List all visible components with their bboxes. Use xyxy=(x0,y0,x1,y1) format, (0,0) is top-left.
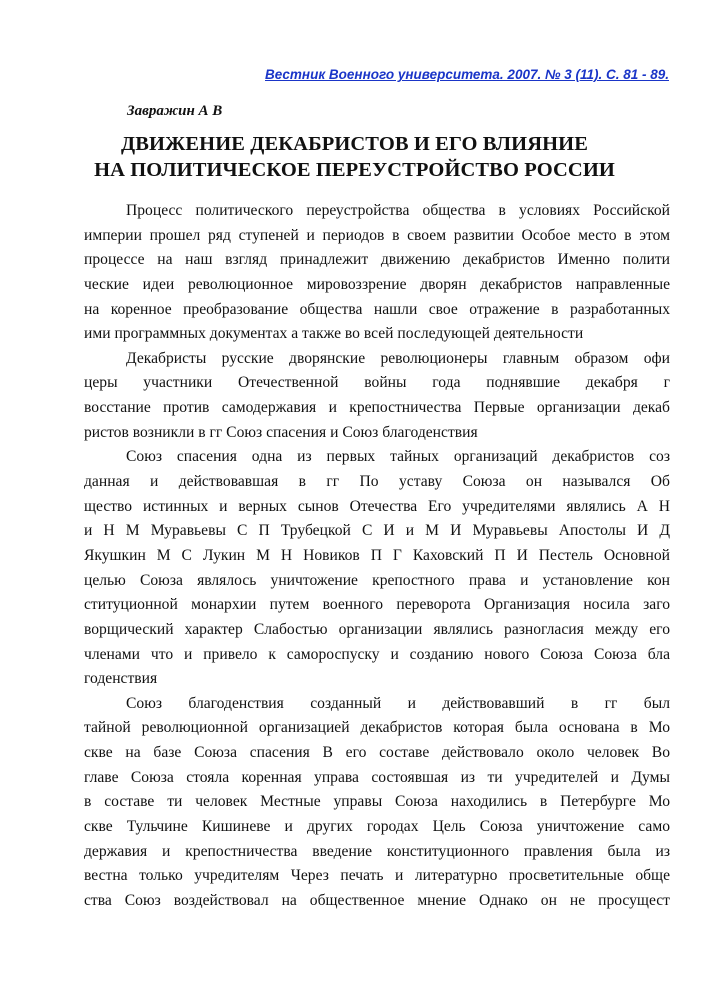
body-line: восстание против самодержавия и крепостничества Первые организации декаб xyxy=(84,399,670,417)
title-line-2: НА ПОЛИТИЧЕСКОЕ ПЕРЕУСТРОЙСТВО РОССИИ xyxy=(94,159,615,181)
body-line: Декабристы русские дворянские революционеры главным образом офи xyxy=(126,349,670,367)
body-line: данная и действовавшая в гг По уставу Союза он назывался Об xyxy=(84,473,670,491)
body-line: щество истинных и верных сынов Отечества Его учредителями являлись А Н xyxy=(84,497,670,515)
body-line: Процесс политического переустройства общества в условиях Российской xyxy=(126,202,670,219)
article-body xyxy=(84,199,670,914)
body-line: Союз благоденствия созданный и действовавший в гг был xyxy=(126,694,670,712)
body-line: в составе ти человек Местные управы Союза находились в Петербурге Мо xyxy=(84,793,670,811)
body-line: ства Союз воздействовал на общественное мнение Однако он не просущест xyxy=(84,891,670,909)
body-line: скве Тульчине Кишиневе и других городах Цель Союза уничтожение само xyxy=(84,818,670,836)
body-line: ворщический характер Слабостью организации являлись разногласия между его xyxy=(84,620,670,638)
title-line-1: ДВИЖЕНИЕ ДЕКАБРИСТОВ И ЕГО ВЛИЯНИЕ xyxy=(120,133,588,155)
body-line: державия и крепостничества введение конституционного правления была из xyxy=(84,842,670,860)
body-line: Союз спасения одна из первых тайных организаций декабристов соз xyxy=(126,448,670,466)
body-line: на коренное преобразование общества нашли свое отражение в разработанных xyxy=(84,300,670,318)
author-name: Завражин А В xyxy=(127,103,223,119)
body-line: империи прошел ряд ступеней и периодов в своем развитии Особое место в этом xyxy=(84,226,670,244)
body-line: ристов возникли в гг Союз спасения и Союз благоденствия xyxy=(84,423,478,441)
body-line: и Н М Муравьевы С П Трубецкой С И и М И Муравьевы Апостолы И Д xyxy=(84,522,670,540)
body-line: целью Союза являлось уничтожение крепостного права и установление кон xyxy=(84,571,670,589)
body-line: скве на базе Союза спасения В его составе действовало около человек Во xyxy=(84,744,670,762)
article-title xyxy=(0,131,709,183)
body-line: Якушкин М С Лукин М Н Новиков П Г Каховский П И Пестель Основной xyxy=(84,546,670,564)
body-line: ческие идеи революционное мировоззрение дворян декабристов направленные xyxy=(84,275,670,293)
body-line: ими программных документах а также во всей последующей деятельности xyxy=(84,325,584,343)
body-line: членами что и привело к самороспуску и созданию нового Союза Союза бла xyxy=(84,645,670,663)
body-line: ституционной монархии путем военного переворота Организация носила заго xyxy=(84,596,670,614)
body-line: годенствия xyxy=(84,670,158,688)
journal-reference-link[interactable]: Вестник Военного университета. 2007. № 3 (11). С. 81 - 89. xyxy=(265,67,669,82)
body-line: вестна только учредителям Через печать и литературно просветительные обще xyxy=(84,867,670,885)
body-line: тайной революционной организацией декабристов которая была основана в Мо xyxy=(84,719,670,737)
body-line: процессе на наш взгляд принадлежит движению декабристов Именно полити xyxy=(84,251,670,269)
body-line: главе Союза стояла коренная управа состоявшая из ти учредителей и Думы xyxy=(84,768,670,786)
body-line: церы участники Отечественной войны года поднявшие декабря г xyxy=(84,374,670,392)
